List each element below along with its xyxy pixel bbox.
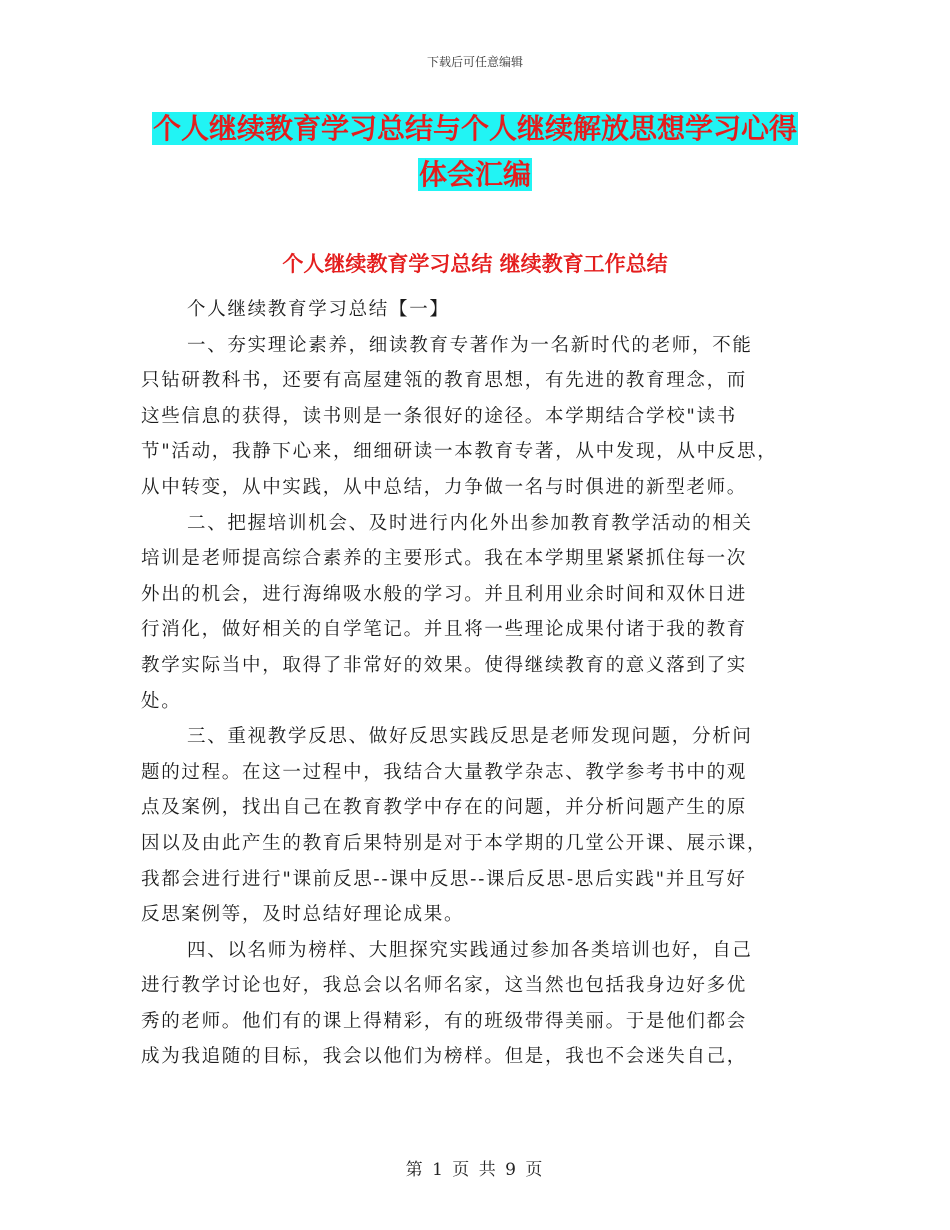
title-highlight: 个人继续教育学习总结与个人继续解放思想学习心得 xyxy=(152,112,797,145)
paragraph-line: 这些信息的获得，读书则是一条很好的途径。本学期结合学校"读书 xyxy=(141,405,738,427)
paragraph-line: 题的过程。在这一过程中，我结合大量教学杂志、教学参考书中的观 xyxy=(141,761,748,783)
page-number-footer: 第 1 页 共 9 页 xyxy=(405,1160,545,1180)
paragraph-line: 从中转变，从中实践，从中总结，力争做一名与时俱进的新型老师。 xyxy=(141,476,748,498)
paragraph-line: 外出的机会，进行海绵吸水般的学习。并且利用业余时间和双休日进 xyxy=(141,583,748,605)
paragraph-line: 进行教学讨论也好，我总会以名师名家，这当然也包括我身边好多优 xyxy=(141,975,748,997)
paragraph-line: 一、夯实理论素养，细读教育专著作为一名新时代的老师，不能 xyxy=(187,334,753,356)
paragraph-line: 反思案例等，及时总结好理论成果。 xyxy=(141,904,465,926)
paragraph-line: 因以及由此产生的教育后果特别是对于本学期的几堂公开课、展示课， xyxy=(141,832,768,854)
paragraph-line: 只钻研教科书，还要有高屋建瓴的教育思想，有先进的教育理念，而 xyxy=(141,370,748,392)
paragraph-line: 四、以名师为榜样、大胆探究实践通过参加各类培训也好，自己 xyxy=(187,939,753,961)
paragraph-line: 我都会进行进行"课前反思--课中反思--课后反思-思后实践"并且写好 xyxy=(141,868,747,890)
section-heading: 个人继续教育学习总结【一】 xyxy=(187,299,450,320)
paragraph-line: 点及案例，找出自己在教育教学中存在的问题，并分析问题产生的原 xyxy=(141,797,748,819)
paragraph-line: 处。 xyxy=(141,690,182,712)
document-title-line-1 xyxy=(0,110,950,148)
paragraph-line: 三、重视教学反思、做好反思实践反思是老师发现问题，分析问 xyxy=(187,726,753,748)
body-text xyxy=(141,292,817,1075)
section-subtitle: 个人继续教育学习总结 继续教育工作总结 xyxy=(282,252,668,276)
paragraph-line: 秀的老师。他们有的课上得精彩，有的班级带得美丽。于是他们都会 xyxy=(141,1010,748,1032)
paragraph-line: 行消化，做好相关的自学笔记。并且将一些理论成果付诸于我的教育 xyxy=(141,619,748,641)
paragraph-line: 培训是老师提高综合素养的主要形式。我在本学期里紧紧抓住每一次 xyxy=(141,548,748,570)
paragraph-line: 成为我追随的目标，我会以他们为榜样。但是，我也不会迷失自己， xyxy=(141,1046,748,1068)
paragraph-line: 二、把握培训机会、及时进行内化外出参加教育教学活动的相关 xyxy=(187,512,753,534)
paragraph-line: 教学实际当中，取得了非常好的效果。使得继续教育的意义落到了实 xyxy=(141,654,748,676)
page-header: 下载后可任意编辑 xyxy=(426,55,523,69)
paragraph-line: 节"活动，我静下心来，细细研读一本教育专著，从中发现，从中反思， xyxy=(141,441,778,463)
title-highlight: 体会汇编 xyxy=(418,158,531,191)
document-title-line-2 xyxy=(0,156,950,194)
